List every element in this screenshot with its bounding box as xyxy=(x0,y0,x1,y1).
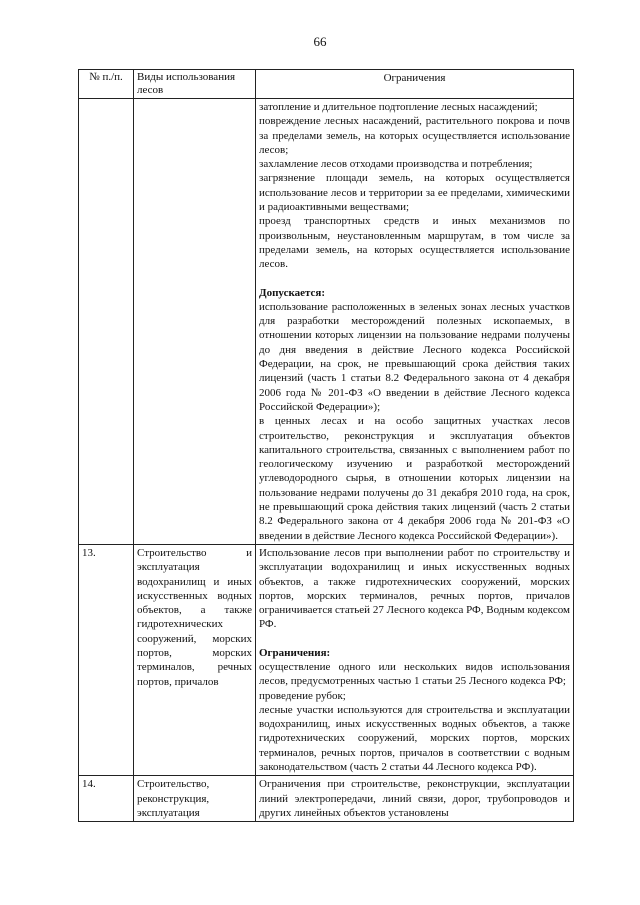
row-14-text: Ограничения при строительстве, реконструкции, эксплуатации линий электропередачи, линий связи, дорог, трубопроводов и других линейных объектов установлены xyxy=(259,778,570,819)
cell-restrictions-continuation xyxy=(256,99,574,545)
table-row-13 xyxy=(79,544,574,775)
restriction-line: загрязнение площади земель, на которых осуществляется использование лесов и территории за ее пределами, химическими и радиоактивными веществами; xyxy=(259,172,570,214)
row-13-intro: Использование лесов при выполнении работ по строительству и эксплуатации водохранилищ и иных искусственных водных объектов, а также гидротехнических сооружений, морских портов, морских терминалов, речных портов, причалов ограничивается статьей 27 Лесного кодекса РФ, Водным кодексом РФ. xyxy=(259,546,570,631)
restriction-line: захламление лесов отходами производства и потребления; xyxy=(259,158,533,171)
restriction-line: затопление и длительное подтопление лесных насаждений; xyxy=(259,101,538,113)
table-row-14 xyxy=(79,776,574,822)
row-14-forest-use: Строительство, реконструкция, эксплуатация xyxy=(134,776,256,822)
restriction-line: проезд транспортных средств и иных механизмов по произвольным, неустановленным маршрутам, в том числе за пределами земель, на которых осуществляется использование лесов. xyxy=(259,215,570,271)
table-header-row xyxy=(79,70,574,99)
row-14-restrictions xyxy=(256,776,574,822)
row-14-number: 14. xyxy=(79,776,134,822)
restrictions-table xyxy=(78,69,574,822)
row-13-restrictions xyxy=(256,544,574,775)
row-13-number: 13. xyxy=(79,544,134,775)
cell-use-empty xyxy=(134,99,256,545)
restriction-line: осуществление одного или нескольких видов использования лесов, предусмотренных частью 1 статьи 25 Лесного кодекса РФ; xyxy=(259,660,570,688)
allowed-line: использование расположенных в зеленых зонах лесных участков для разработки месторождений полезных ископаемых, в отношении которых лицензии на пользование недрами получены до дня введения в действие Лесного кодекса Российской Федерации, на срок, не превышающий срока действия таких лицензий (часть 1 статьи 8.2 Федерального закона от 4 декабря 2006 года № 201-ФЗ «О введении в действие Лесного кодекса Российской Федерации»); xyxy=(259,300,570,413)
allowed-heading: Допускается: xyxy=(259,286,326,299)
restriction-line: проведение рубок; xyxy=(259,689,346,702)
page-number: 66 xyxy=(313,34,327,49)
header-number: № п./п. xyxy=(79,70,134,99)
header-restrictions: Ограничения xyxy=(256,70,574,99)
table-row-continuation xyxy=(79,99,574,545)
restriction-line: повреждение лесных насаждений, растительного покрова и почв за пределами земель, на которых осуществляется использование лесов; xyxy=(259,115,570,156)
row-13-restrictions-heading: Ограничения: xyxy=(259,646,331,659)
header-forest-use: Виды использования лесов xyxy=(134,70,256,99)
allowed-line: в ценных лесах и на особо защитных участках лесов строительство, реконструкция и эксплуатация объектов капитального строительства, связанных с выполнением работ по геологическому изучению и разработкой месторождений углеводородного сырья, в отношении которых лицензии на пользование недрами получены до 31 декабря 2010 года, на срок, не превышающий срока действия таких лицензий (часть 2 статьи 8.2 Федерального закона от 4 декабря 2006 года № 201-ФЗ «О введении в действие Лесного кодекса Российской Федерации»). xyxy=(259,415,570,542)
row-13-forest-use: Строительство и эксплуатация водохранилищ и иных искусственных водных объектов, а также гидротехнических сооружений, морских портов, морских терминалов, речных портов, причалов xyxy=(134,544,256,775)
cell-number-empty xyxy=(79,99,134,545)
restriction-line: лесные участки используются для строительства и эксплуатации водохранилищ, иных искусственных водных объектов, а также гидротехнических сооружений, морских портов, морских терминалов, речных портов, причалов в соответствии с водным законодательством (часть 2 статьи 44 Лесного кодекса РФ). xyxy=(259,703,570,774)
